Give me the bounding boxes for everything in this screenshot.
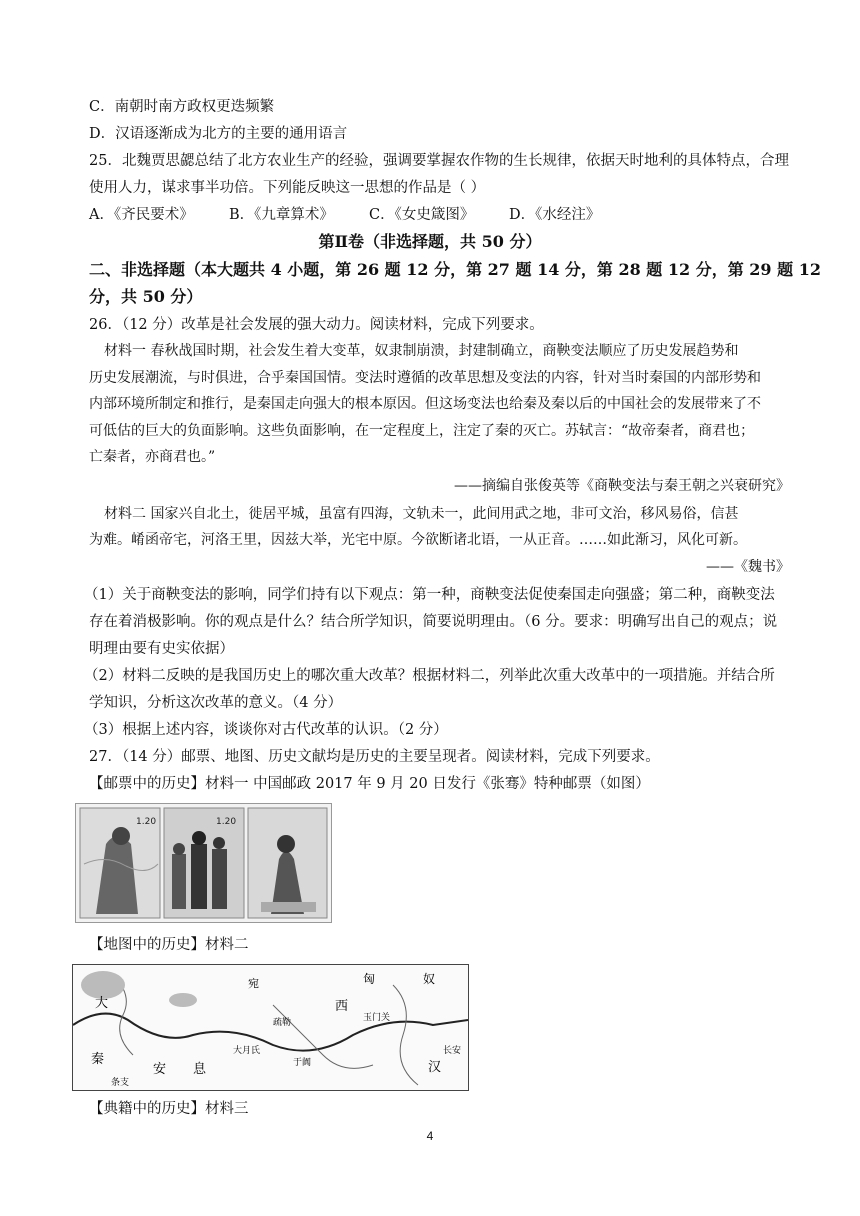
part-title-line2: 分，共 50 分） (89, 287, 203, 306)
q27-m3-label: 【典籍中的历史】材料三 (89, 1101, 249, 1117)
map-label-dayuezhi: 大月氏 (233, 1046, 261, 1056)
q26-m1-line1: 材料一 春秋战国时期，社会发生着大变革，奴隶制崩溃，封建制确立，商鞅变法顺应了历史发展趋势和 (104, 343, 739, 359)
q27-m2-label: 【地图中的历史】材料二 (89, 937, 249, 953)
map-label-han: 汉 (428, 1060, 442, 1075)
map-label-xiong: 匈 (363, 972, 376, 986)
q25-stem-line2: 使用人力，谋求事半功倍。下列能反映这一思想的作品是（ ） (89, 180, 486, 196)
map-label-shule: 疏勒 (273, 1018, 292, 1028)
map-illustration (73, 965, 468, 1090)
q25-options (89, 204, 649, 226)
map-label-tiaozhi: 条支 (111, 1078, 130, 1088)
q26-m1-line3: 内部环境所制定和推行，是秦国走向强大的根本原因。但这场变法也给秦及秦以后的中国社会的发展带来了不 (89, 396, 761, 412)
q26-m1-line4: 可低估的巨大的负面影响。这些负面影响，在一定程度上，注定了秦的灭亡。苏轼言：“故帝秦者，商君也； (89, 423, 755, 439)
q26-m1-line5: 亡秦者，亦商君也。” (89, 449, 216, 465)
map-label-yutian: 于阗 (293, 1058, 312, 1068)
q26-m2-line2: 为难。崤函帝宅，河洛王里，因兹大举，光宅中原。今欲断诸北语，一从正音。……如此渐习，风化可新。 (89, 532, 747, 548)
map-label-qin: 秦 (91, 1052, 105, 1067)
zhang-qian-stamps-image (75, 803, 332, 923)
page-number: 4 (426, 1129, 434, 1143)
q24-option-d: D．汉语逐渐成为北方的主要的通用语言 (89, 126, 348, 142)
q26-sub3: （3）根据上述内容，谈谈你对古代改革的认识。（2 分） (84, 722, 448, 738)
section-title: 第Ⅱ卷（非选择题，共 50 分） (318, 232, 542, 251)
map-label-an: 安 (153, 1062, 167, 1077)
q26-m1-line2: 历史发展潮流，与时俱进，合乎秦国国情。变法时遵循的改革思想及变法的内容，针对当时秦国的内部形势和 (89, 370, 761, 386)
stamps-illustration (76, 804, 331, 922)
map-label-changan: 长安 (443, 1046, 462, 1056)
q25-stem-line1: 25．北魏贾思勰总结了北方农业生产的经验，强调要掌握农作物的生长规律，依据天时地利的具体特点，合理 (89, 153, 789, 169)
q25-option-c: C．《女史箴图》 (369, 207, 475, 223)
map-label-yumenguan: 玉门关 (363, 1013, 391, 1023)
q24-option-c: C．南朝时南方政权更迭频繁 (89, 99, 275, 115)
q27-m1-label: 【邮票中的历史】材料一 中国邮政 2017 年 9 月 20 日发行《张骞》特种邮票（如图） (89, 776, 650, 792)
map-label-wan: 宛 (248, 977, 259, 990)
map-label-da: 大 (95, 996, 109, 1011)
q26-sub1-line3: 明理由要有史实依据） (89, 641, 234, 657)
silk-road-map (72, 964, 469, 1091)
q26-m2-source: ——《魏书》 (706, 559, 790, 575)
q26-sub1-line1: （1）关于商鞅变法的影响，同学们持有以下观点：第一种，商鞅变法促使秦国走向强盛；第二种，商鞅变法 (84, 587, 775, 603)
q26-stem: 26．（12 分）改革是社会发展的强大动力。阅读材料，完成下列要求。 (89, 317, 544, 333)
q25-option-d: D．《水经注》 (509, 207, 601, 223)
q26-sub2-line1: （2）材料二反映的是我国历史上的哪次重大改革？根据材料二，列举此次重大改革中的一项措施。并结合所 (84, 668, 775, 684)
map-label-nu: 奴 (423, 972, 436, 986)
map-label-xi: 西 (335, 999, 349, 1014)
q27-stem: 27．（14 分）邮票、地图、历史文献均是历史的主要呈现者。阅读材料，完成下列要求。 (89, 749, 660, 765)
map-label-xi2: 息 (193, 1062, 207, 1077)
q26-m1-source: ——摘编自张俊英等《商鞅变法与秦王朝之兴衰研究》 (454, 478, 790, 494)
part-title-line1: 二、非选择题（本大题共 4 小题，第 26 题 12 分，第 27 题 14 分，第 28 题 12 分，第 29 题 12 (89, 260, 821, 279)
stamp1-value: 1.20 (136, 817, 157, 827)
q25-option-a: A．《齐民要术》 (89, 207, 194, 223)
stamp2-value: 1.20 (216, 817, 237, 827)
q25-option-b: B．《九章算术》 (229, 207, 334, 223)
q26-sub2-line2: 学知识，分析这次改革的意义。（4 分） (89, 695, 343, 711)
q26-m2-line1: 材料二 国家兴自北土，徙居平城，虽富有四海，文轨未一，此间用武之地，非可文治，移风易俗，信甚 (104, 506, 739, 522)
q26-sub1-line2: 存在着消极影响。你的观点是什么？结合所学知识，简要说明理由。（6 分。要求：明确写出自己的观点；说 (89, 614, 778, 630)
